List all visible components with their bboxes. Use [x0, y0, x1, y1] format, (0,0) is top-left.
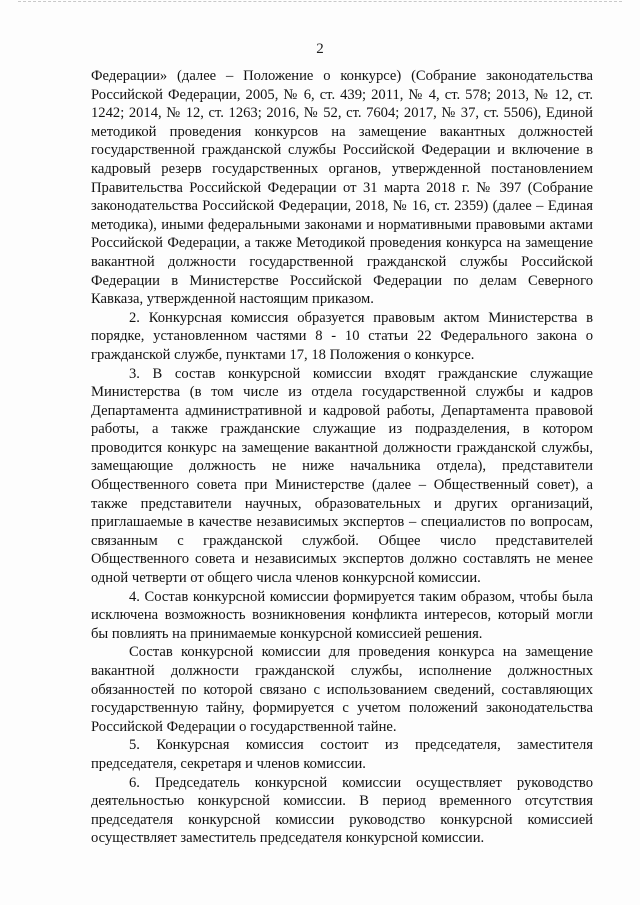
paragraph-item-4-secrecy: Состав конкурсной комиссии для проведения конкурса на замещение вакантной должности гражданской службы, исполнение должностных обязанностей по которой связано с использованием сведений, составляющих государственную тайну, формируется с учетом положений законодательства Российской Федерации о государственной тайне.: [91, 644, 593, 735]
paragraph-item-3: 3. В состав конкурсной комиссии входят гражданские служащие Министерства (в том числе из отдела государственной службы и кадров Департамента административной и кадровой работы, Департамента правовой работы, а также гражданские служащие из подразделения, в котором проводится конкурс на замещение вакантной должности гражданской службы, замещающие должность не ниже начальника отдела), представители Общественного совета при Министерстве (далее – Общественный совет), а также представители научных, образовательных и других организаций, приглашаемые в качестве независимых экспертов – специалистов по вопросам, связанным с гражданской службой. Общее число представителей Общественного совета и независимых экспертов должно составлять не менее одной четверти от общего числа членов конкурсной комиссии.: [91, 365, 593, 587]
page-number: 2: [316, 41, 324, 57]
paragraph-item-4: 4. Состав конкурсной комиссии формируется таким образом, чтобы была исключена возможность возникновения конфликта интересов, который могли бы повлиять на принимаемые конкурсной комиссией решения.: [91, 588, 593, 642]
paragraph-continuation: Федерации» (далее – Положение о конкурсе) (Собрание законодательства Российской Федерации, 2005, № 6, ст. 439; 2011, № 4, ст. 578; 2013, № 12, ст. 1242; 2014, № 12, ст. 1263; 2016, № 52, ст. 7604; 2017, № 37, ст. 5506), Единой методикой проведения конкурсов на замещение вакантных должностей государственной гражданской службы Российской Федерации и включение в кадровый резерв государственных органов, утвержденной постановлением Правительства Российской Федерации от 31 марта 2018 г. № 397 (Собрание законодательства Российской Федерации, 2018, № 16, ст. 2359) (далее – Единая методика), иными федеральными законами и нормативными правовыми актами Российской Федерации, а также Методикой проведения конкурса на замещение вакантной должности государственной гражданской службы Российской Федерации в Министерстве Российской Федерации по делам Северного Кавказа, утвержденной настоящим приказом.: [91, 68, 593, 308]
document-body: [91, 67, 593, 848]
paragraph-item-2: 2. Конкурсная комиссия образуется правовым актом Министерства в порядке, установленном частями 8 - 10 статьи 22 Федерального закона о гражданской службе, пунктами 17, 18 Положения о конкурсе.: [91, 309, 593, 363]
paragraph-item-6: 6. Председатель конкурсной комиссии осуществляет руководство деятельностью конкурсной комиссии. В период временного отсутствия председателя конкурсной комиссии руководство конкурсной комиссией осуществляет заместитель председателя конкурсной комиссии.: [91, 774, 593, 847]
paragraph-item-5: 5. Конкурсная комиссия состоит из председателя, заместителя председателя, секретаря и членов комиссии.: [91, 737, 593, 772]
scan-top-edge: [18, 1, 622, 4]
